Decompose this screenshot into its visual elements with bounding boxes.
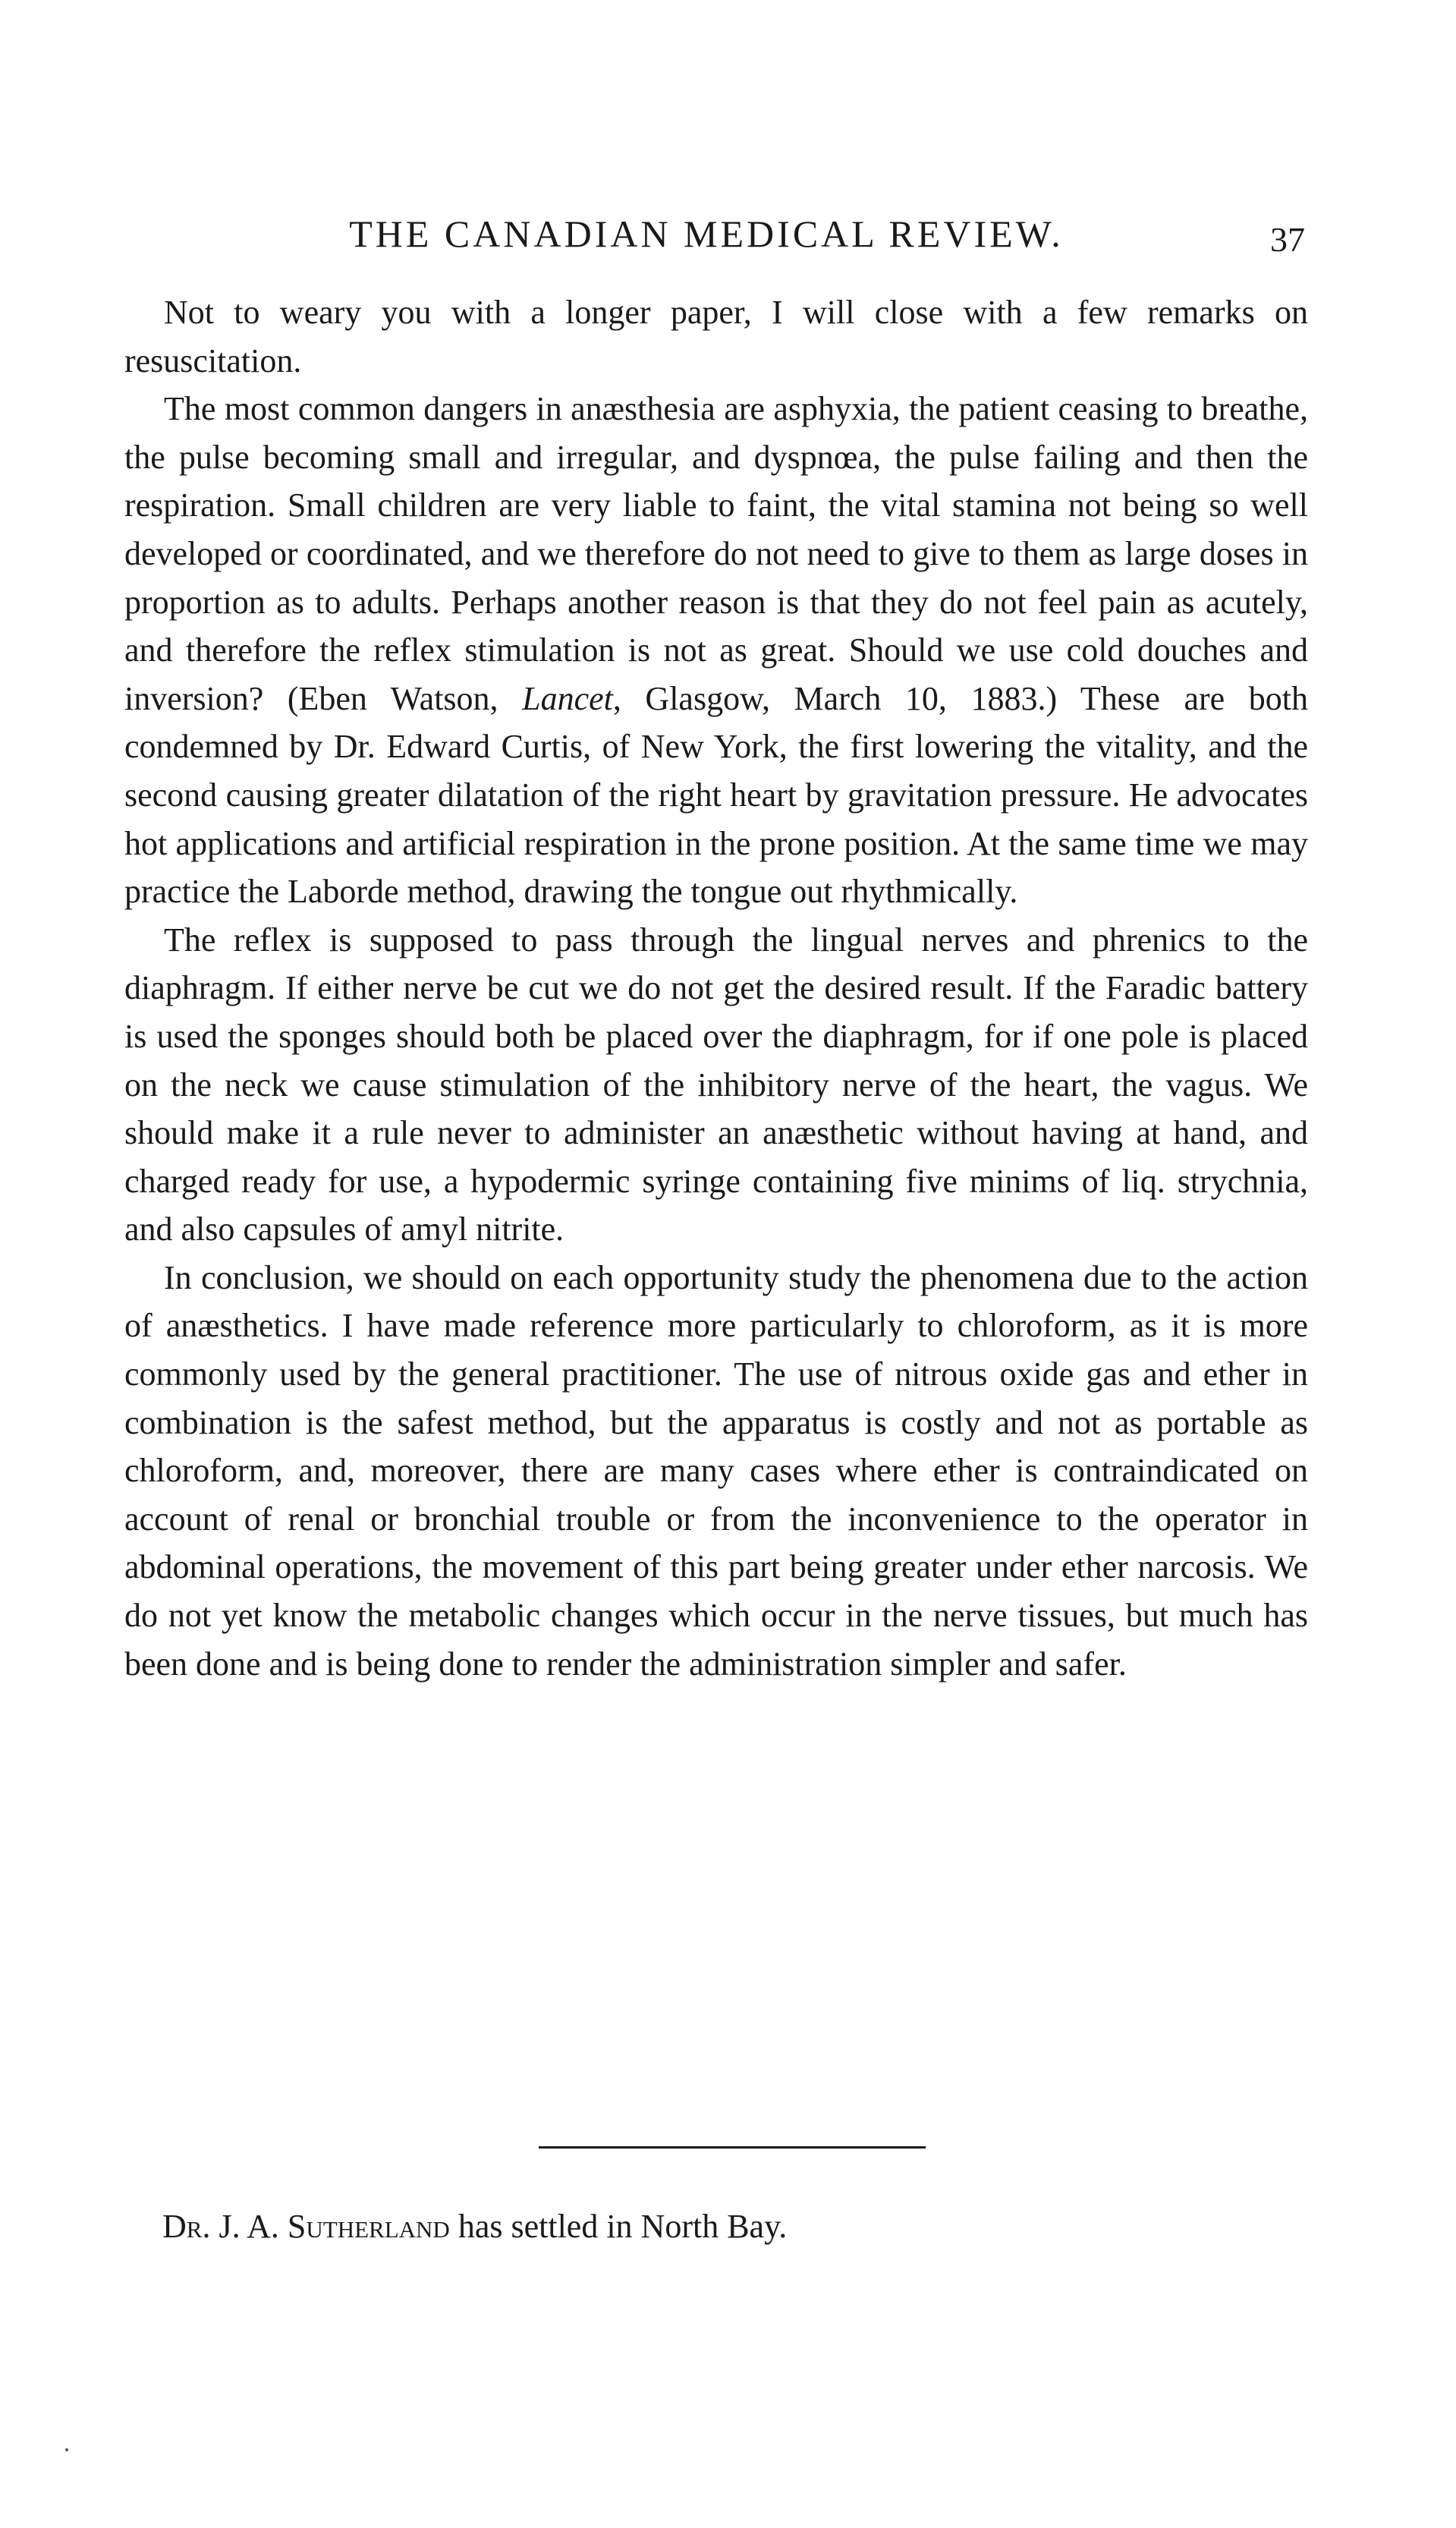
lancet-citation: Lancet [522, 679, 613, 717]
article-body [124, 288, 1308, 1688]
section-divider [539, 2146, 926, 2149]
paragraph-3: The reflex is supposed to pass through the lingual nerves and phrenics to the diaphragm. If either nerve be cut we do not get the desired result. If the Faradic battery is used the sponges should both be placed over the diaphragm, for if one pole is placed on the neck we cause stimulation of the inhibitory nerve of the heart, the vagus. We should make it a rule never to administer an anæsthetic without having at hand, and charged ready for use, a hypodermic syringe containing five minims of liq. strychnia, and also capsules of amyl nitrite. [124, 921, 1308, 1248]
paragraph-4: In conclusion, we should on each opportunity study the phenomena due to the action of anæsthetics. I have made reference more particularly to chloroform, as it is more commonly used by the general practitioner. The use of nitrous oxide gas and ether in combination is the safest method, but the apparatus is costly and not as portable as chloroform, and, moreover, there are many cases where ether is contraindicated on account of renal or bronchial trouble or from the inconvenience to the operator in abdominal operations, the movement of this part being greater under ether narcosis. We do not yet know the metabolic changes which occur in the nerve tissues, but much has been done and is being done to render the administration simpler and safer. [124, 1258, 1308, 1683]
running-head: THE CANADIAN MEDICAL REVIEW. [349, 213, 1064, 255]
news-note-name: Dr. J. A. Sutherland [162, 2208, 450, 2245]
news-note-text: has settled in North Bay. [449, 2208, 788, 2245]
paragraph-2-text-b: , Glasgow, March 10, 1883.) These are both condemned by Dr. Edward Curtis, of New York, the first lowering the vitality, and the second causing greater dilatation of the right heart by gravitation pressure. He advocates hot applications and artificial respiration in the prone position. At the same time we may practice the Laborde method, drawing the tongue out rhythmically. [124, 679, 1308, 911]
news-note [162, 2204, 1300, 2249]
page-speck [65, 2448, 68, 2451]
page-number: 37 [1270, 220, 1305, 259]
paragraph-1: Not to weary you with a longer paper, I will close with a few remarks on resuscitation. [124, 294, 1308, 379]
paragraph-2 [124, 385, 1308, 916]
paragraph-2-text-a: The most common dangers in anæsthesia are asphyxia, the patient ceasing to breathe, the pulse becoming small and irregular, and dyspnœa, the pulse failing and then the respiration. Small children are very liable to faint, the vital stamina not being so well developed or coordinated, and we therefore do not need to give to them as large doses in proportion as to adults. Perhaps another reason is that they do not feel pain as acutely, and therefore the reflex stimulation is not as great. Should we use cold douches and inversion? (Eben Watson, [124, 390, 1308, 717]
